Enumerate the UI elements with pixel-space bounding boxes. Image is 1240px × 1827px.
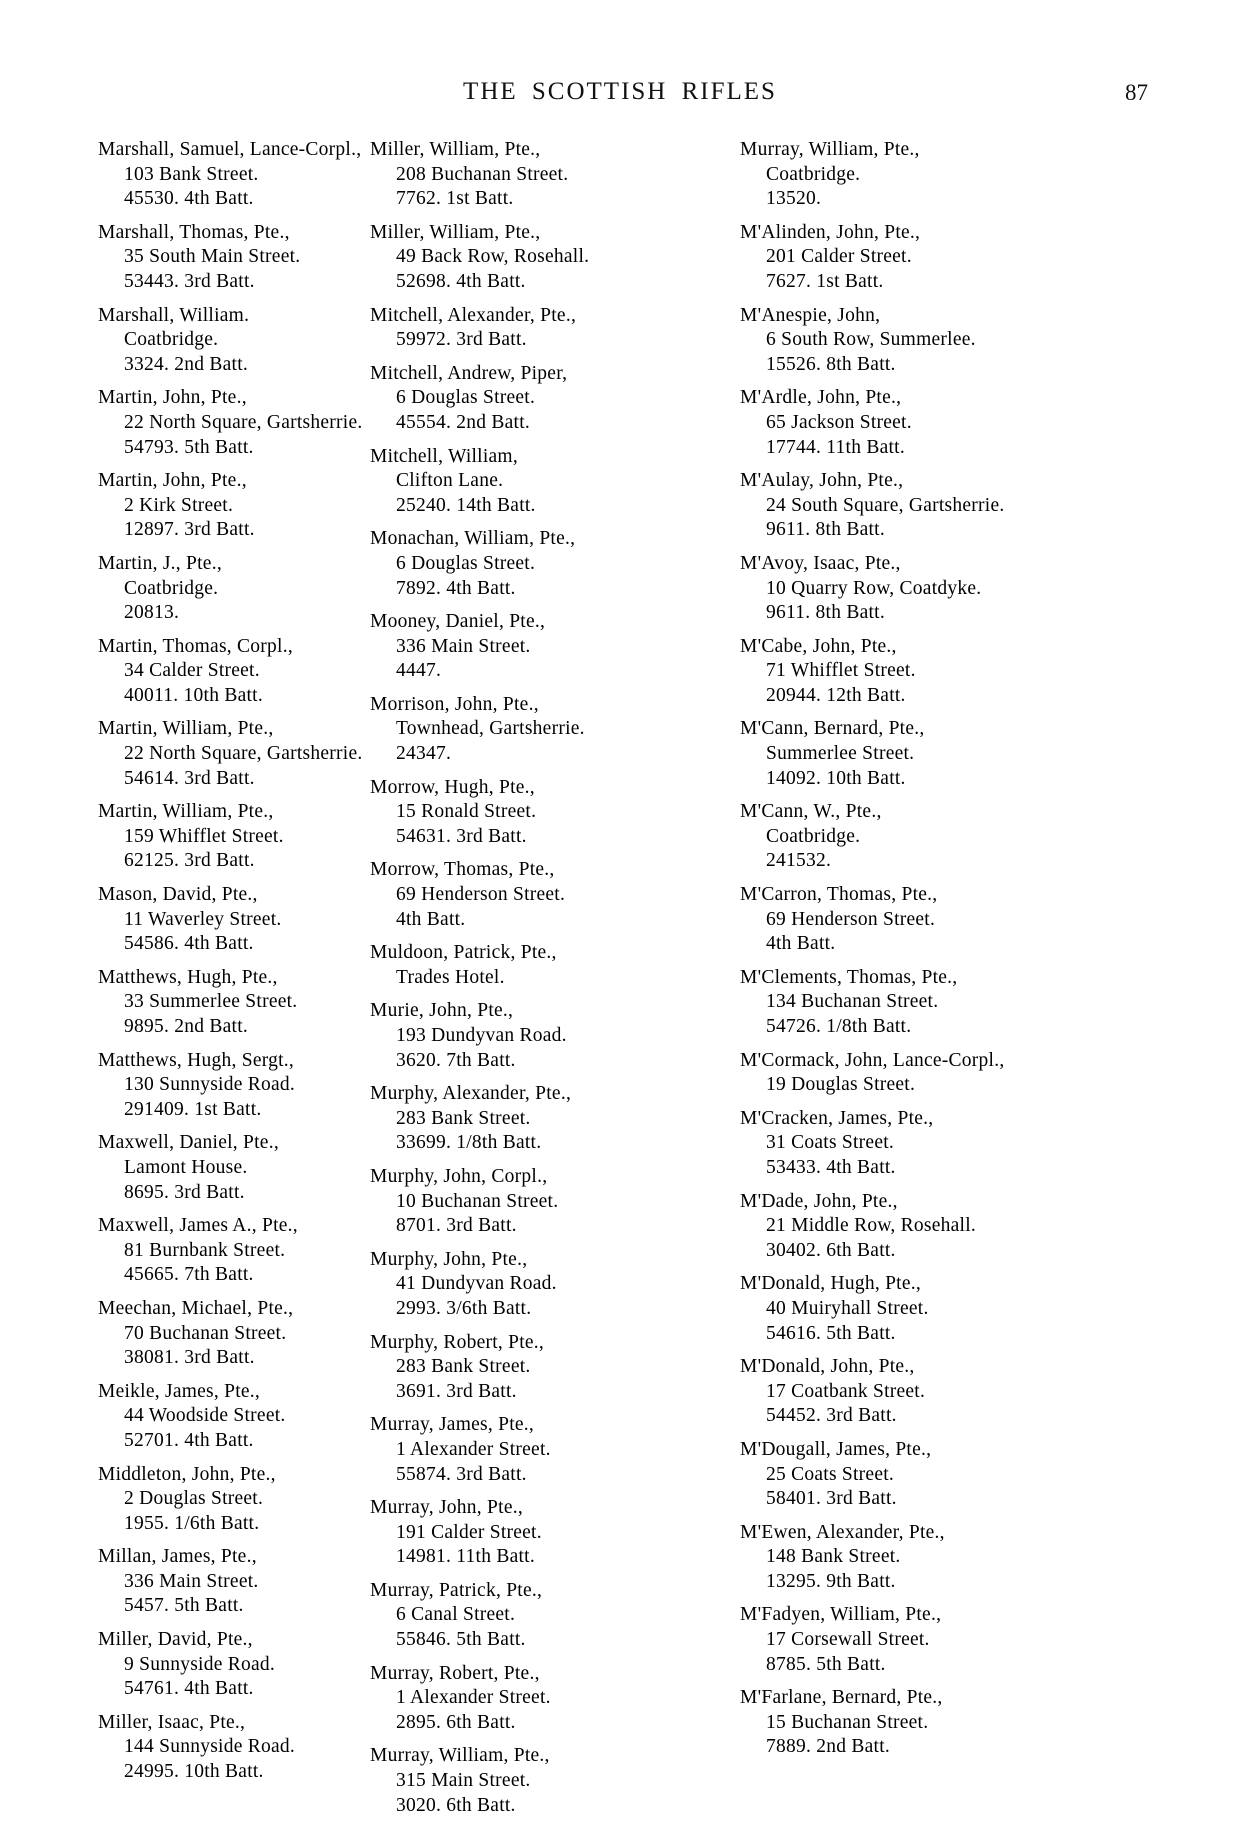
entry-name: M'Cabe, John, Pte., — [740, 635, 897, 657]
entry-service: 53433. 4th Batt. — [766, 1156, 896, 1178]
entry-address: 2 Kirk Street. — [124, 494, 234, 516]
entry-name: M'Alinden, John, Pte., — [740, 221, 921, 243]
entry-name: Murphy, Robert, Pte., — [370, 1331, 545, 1353]
column-middle — [370, 138, 740, 1827]
entry-name: Marshall, William. — [98, 304, 250, 326]
entry-service: 14092. 10th Batt. — [766, 767, 906, 789]
entry-name: Middleton, John, Pte., — [98, 1463, 276, 1485]
entry-address: 71 Whifflet Street. — [766, 660, 916, 682]
entry-address: 134 Buchanan Street. — [766, 991, 939, 1013]
entry-service: 3691. 3rd Batt. — [396, 1380, 517, 1402]
entry-name: M'Avoy, Isaac, Pte., — [740, 552, 901, 574]
roll-entry — [740, 304, 1160, 378]
entry-address: 148 Bank Street. — [766, 1546, 901, 1568]
roll-entry — [98, 1297, 370, 1371]
roll-entry — [370, 304, 740, 353]
entry-name: Miller, William, Pte., — [370, 221, 541, 243]
column-right — [740, 138, 1160, 1769]
roll-entry — [740, 1686, 1160, 1760]
entry-address: 41 Dundyvan Road. — [396, 1273, 557, 1295]
entry-address: 22 North Square, Gartsherrie. — [124, 411, 363, 433]
entry-name: Millan, James, Pte., — [98, 1546, 257, 1568]
entry-name: Martin, William, Pte., — [98, 801, 274, 823]
entry-address: 336 Main Street. — [396, 635, 531, 657]
roll-entry — [98, 469, 370, 543]
entry-service: 55846. 5th Batt. — [396, 1629, 526, 1651]
entry-name: Mitchell, Alexander, Pte., — [370, 304, 577, 326]
entry-address: 15 Ronald Street. — [396, 801, 537, 823]
roll-columns — [0, 138, 1240, 1827]
page-number: 87 — [1125, 80, 1148, 105]
roll-entry — [98, 1380, 370, 1454]
entry-name: Meikle, James, Pte., — [98, 1380, 261, 1402]
entry-address: 15 Buchanan Street. — [766, 1711, 929, 1733]
entry-service: 45665. 7th Batt. — [124, 1264, 254, 1286]
entry-name: Matthews, Hugh, Pte., — [98, 966, 278, 988]
roll-entry — [370, 941, 740, 990]
entry-address: 70 Buchanan Street. — [124, 1322, 287, 1344]
entry-service: 54616. 5th Batt. — [766, 1322, 896, 1344]
entry-service: 4447. — [396, 660, 442, 682]
entry-address: 49 Back Row, Rosehall. — [396, 246, 590, 268]
roll-entry — [740, 138, 1160, 212]
entry-service: 58401. 3rd Batt. — [766, 1488, 897, 1510]
entry-address: Summerlee Street. — [766, 743, 915, 765]
roll-entry — [370, 1331, 740, 1405]
entry-address: 11 Waverley Street. — [124, 908, 282, 930]
entry-address: 65 Jackson Street. — [766, 411, 912, 433]
roll-entry — [370, 610, 740, 684]
entry-name: Meechan, Michael, Pte., — [98, 1297, 294, 1319]
entry-address: 283 Bank Street. — [396, 1107, 531, 1129]
entry-address: 17 Corsewall Street. — [766, 1629, 930, 1651]
roll-entry — [740, 635, 1160, 709]
entry-service: 54726. 1/8th Batt. — [766, 1016, 912, 1037]
roll-entry — [370, 1248, 740, 1322]
entry-service: 8695. 3rd Batt. — [124, 1181, 245, 1203]
entry-service: 2895. 6th Batt. — [396, 1711, 516, 1733]
entry-service: 24347. — [396, 743, 452, 765]
entry-name: Mitchell, Andrew, Piper, — [370, 362, 568, 384]
entry-service: 4th Batt. — [766, 933, 836, 955]
roll-entry — [740, 1049, 1160, 1098]
entry-name: M'Dougall, James, Pte., — [740, 1438, 932, 1460]
entry-service: 8785. 5th Batt. — [766, 1653, 886, 1675]
entry-address: 24 South Square, Gartsherrie. — [766, 494, 1005, 516]
entry-address: 1 Alexander Street. — [396, 1687, 551, 1709]
entry-service: 55874. 3rd Batt. — [396, 1463, 527, 1485]
entry-address: 33 Summerlee Street. — [124, 991, 298, 1013]
entry-name: Martin, William, Pte., — [98, 718, 274, 740]
entry-name: M'Ardle, John, Pte., — [740, 387, 902, 409]
entry-address: 201 Calder Street. — [766, 246, 912, 268]
entry-name: M'Anespie, John, — [740, 304, 881, 326]
roll-entry — [370, 1662, 740, 1736]
entry-name: Murray, John, Pte., — [370, 1497, 523, 1519]
entry-service: 17744. 11th Batt. — [766, 436, 905, 458]
entry-address: 336 Main Street. — [124, 1570, 259, 1592]
entry-name: M'Ewen, Alexander, Pte., — [740, 1521, 945, 1543]
entry-name: Mason, David, Pte., — [98, 884, 258, 906]
roll-entry — [740, 1521, 1160, 1595]
entry-name: M'Clements, Thomas, Pte., — [740, 966, 958, 988]
entry-name: Morrison, John, Pte., — [370, 693, 539, 715]
entry-service: 53443. 3rd Batt. — [124, 270, 255, 292]
entry-address: 19 Douglas Street. — [766, 1074, 916, 1096]
entry-name: M'Donald, John, Pte., — [740, 1356, 915, 1378]
roll-entry — [370, 1165, 740, 1239]
roll-entry — [98, 717, 370, 791]
entry-service: 9895. 2nd Batt. — [124, 1016, 248, 1037]
roll-entry — [370, 1082, 740, 1156]
entry-address: 159 Whifflet Street. — [124, 825, 284, 847]
entry-service: 2993. 3/6th Batt. — [396, 1297, 532, 1319]
entry-name: M'Aulay, John, Pte., — [740, 470, 904, 492]
entry-service: 52701. 4th Batt. — [124, 1429, 254, 1451]
entry-name: M'Cann, W., Pte., — [740, 801, 882, 823]
entry-address: 22 North Square, Gartsherrie. — [124, 743, 363, 765]
entry-address: 25 Coats Street. — [766, 1463, 895, 1485]
entry-address: 59972. 3rd Batt. — [396, 329, 527, 351]
entry-service: 13295. 9th Batt. — [766, 1570, 896, 1592]
entry-address: 10 Quarry Row, Coatdyke. — [766, 577, 982, 599]
entry-name: Murie, John, Pte., — [370, 1000, 514, 1022]
roll-entry — [370, 445, 740, 519]
roll-entry — [740, 386, 1160, 460]
entry-name: M'Donald, Hugh, Pte., — [740, 1273, 922, 1295]
roll-entry — [98, 883, 370, 957]
entry-service: 8701. 3rd Batt. — [396, 1215, 517, 1237]
entry-address: Coatbridge. — [124, 577, 219, 599]
roll-entry — [740, 469, 1160, 543]
roll-entry — [370, 138, 740, 212]
roll-entry — [740, 221, 1160, 295]
entry-name: M'Cormack, John, Lance-Corpl., — [740, 1049, 1005, 1071]
roll-entry — [98, 800, 370, 874]
roll-entry — [98, 1049, 370, 1123]
entry-address: Coatbridge. — [766, 163, 861, 185]
entry-service: 54761. 4th Batt. — [124, 1678, 254, 1700]
roll-entry — [370, 776, 740, 850]
entry-address: Coatbridge. — [766, 825, 861, 847]
entry-address: 44 Woodside Street. — [124, 1405, 286, 1427]
entry-address: 10 Buchanan Street. — [396, 1190, 559, 1212]
entry-name: Murray, William, Pte., — [740, 139, 920, 160]
entry-service: 45530. 4th Batt. — [124, 188, 254, 210]
entry-service: 20944. 12th Batt. — [766, 684, 906, 706]
entry-service: 38081. 3rd Batt. — [124, 1347, 255, 1369]
entry-service: 54586. 4th Batt. — [124, 933, 254, 955]
entry-name: Murray, William, Pte., — [370, 1745, 550, 1767]
entry-address: 17 Coatbank Street. — [766, 1380, 926, 1402]
roll-entry — [370, 362, 740, 436]
entry-address: 144 Sunnyside Road. — [124, 1736, 296, 1758]
roll-entry — [370, 221, 740, 295]
entry-service: 12897. 3rd Batt. — [124, 519, 255, 541]
roll-entry — [98, 138, 370, 212]
roll-entry — [740, 883, 1160, 957]
entry-service: 54614. 3rd Batt. — [124, 767, 255, 789]
roll-entry — [740, 1603, 1160, 1677]
entry-name: M'Farlane, Bernard, Pte., — [740, 1687, 943, 1709]
entry-address: Trades Hotel. — [396, 966, 505, 988]
entry-address: 2 Douglas Street. — [124, 1488, 264, 1510]
entry-name: Murphy, John, Corpl., — [370, 1165, 548, 1187]
entry-name: Monachan, William, Pte., — [370, 528, 576, 550]
entry-service: 45554. 2nd Batt. — [396, 411, 530, 433]
entry-address: Lamont House. — [124, 1156, 248, 1178]
roll-entry — [370, 1496, 740, 1570]
entry-name: Murray, Robert, Pte., — [370, 1662, 540, 1684]
entry-address: 69 Henderson Street. — [766, 908, 936, 930]
entry-service: 15526. 8th Batt. — [766, 353, 896, 375]
entry-address: 69 Henderson Street. — [396, 884, 566, 906]
entry-address: 31 Coats Street. — [766, 1132, 895, 1154]
entry-name: Martin, John, Pte., — [98, 470, 247, 492]
roll-entry — [98, 1214, 370, 1288]
entry-name: Matthews, Hugh, Sergt., — [98, 1049, 295, 1071]
entry-service: 3020. 6th Batt. — [396, 1794, 516, 1816]
roll-entry — [370, 858, 740, 932]
entry-name: M'Carron, Thomas, Pte., — [740, 884, 938, 906]
entry-name: Muldoon, Patrick, Pte., — [370, 942, 557, 964]
entry-address: 130 Sunnyside Road. — [124, 1074, 296, 1096]
entry-address: 193 Dundyvan Road. — [396, 1025, 567, 1046]
roll-entry — [98, 552, 370, 626]
entry-service: 241532. — [766, 850, 832, 872]
entry-service: 7889. 2nd Batt. — [766, 1736, 890, 1758]
entry-name: Marshall, Samuel, Lance-Corpl., — [98, 139, 362, 160]
roll-entry — [98, 386, 370, 460]
entry-address: Coatbridge. — [124, 329, 219, 351]
entry-address: 35 South Main Street. — [124, 246, 301, 268]
entry-service: 25240. 14th Batt. — [396, 494, 536, 516]
entry-name: Maxwell, James A., Pte., — [98, 1215, 298, 1237]
roll-entry — [740, 800, 1160, 874]
roll-entry — [98, 221, 370, 295]
roll-entry — [740, 1438, 1160, 1512]
entry-address: Clifton Lane. — [396, 470, 504, 492]
entry-name: Marshall, Thomas, Pte., — [98, 221, 290, 243]
roll-entry — [740, 1355, 1160, 1429]
entry-service: 9611. 8th Batt. — [766, 602, 885, 624]
roll-entry — [740, 1190, 1160, 1264]
roll-entry — [370, 1413, 740, 1487]
roll-entry — [740, 552, 1160, 626]
entry-service: 40011. 10th Batt. — [124, 684, 263, 706]
entry-service: 20813. — [124, 602, 180, 624]
roll-entry — [98, 1628, 370, 1702]
entry-service: 33699. 1/8th Batt. — [396, 1132, 542, 1154]
roll-entry — [740, 1272, 1160, 1346]
entry-name: M'Cracken, James, Pte., — [740, 1107, 934, 1129]
entry-name: Miller, Isaac, Pte., — [98, 1711, 246, 1733]
entry-address: 6 South Row, Summerlee. — [766, 329, 976, 351]
roll-entry — [98, 635, 370, 709]
entry-name: Mooney, Daniel, Pte., — [370, 611, 546, 633]
entry-name: Martin, John, Pte., — [98, 387, 247, 409]
entry-address: 208 Buchanan Street. — [396, 163, 569, 185]
entry-name: Murray, James, Pte., — [370, 1414, 535, 1436]
entry-address: 40 Muiryhall Street. — [766, 1297, 929, 1319]
entry-address: 81 Burnbank Street. — [124, 1239, 286, 1261]
entry-name: M'Dade, John, Pte., — [740, 1190, 898, 1212]
entry-service: 54793. 5th Batt. — [124, 436, 254, 458]
entry-name: Mitchell, William, — [370, 445, 518, 467]
entry-service: 3620. 7th Batt. — [396, 1049, 516, 1071]
roll-entry — [370, 1579, 740, 1653]
roll-entry — [370, 693, 740, 767]
running-head-title: THE SCOTTISH RIFLES — [463, 78, 777, 105]
entry-service: 7892. 4th Batt. — [396, 577, 516, 599]
entry-address: 191 Calder Street. — [396, 1521, 542, 1543]
entry-name: Martin, J., Pte., — [98, 552, 222, 574]
entry-service: 4th Batt. — [396, 908, 466, 930]
roll-entry — [740, 717, 1160, 791]
roll-entry — [740, 1107, 1160, 1181]
roll-entry — [98, 966, 370, 1040]
entry-name: Maxwell, Daniel, Pte., — [98, 1132, 279, 1154]
entry-service: 14981. 11th Batt. — [396, 1546, 535, 1568]
entry-address: 1 Alexander Street. — [396, 1438, 551, 1460]
entry-name: Miller, David, Pte., — [98, 1629, 253, 1651]
entry-address: 315 Main Street. — [396, 1770, 531, 1792]
entry-service: 7627. 1st Batt. — [766, 270, 884, 292]
roll-entry — [98, 1545, 370, 1619]
entry-service: 13520. — [766, 188, 822, 210]
entry-name: Miller, William, Pte., — [370, 139, 541, 160]
entry-address: 9 Sunnyside Road. — [124, 1653, 276, 1675]
entry-service: 62125. 3rd Batt. — [124, 850, 255, 872]
roll-entry — [370, 527, 740, 601]
column-left — [0, 138, 370, 1794]
entry-address: 34 Calder Street. — [124, 660, 260, 682]
entry-service: 54452. 3rd Batt. — [766, 1405, 897, 1427]
roll-entry — [370, 1744, 740, 1818]
entry-name: Murphy, Alexander, Pte., — [370, 1083, 572, 1105]
entry-address: 6 Canal Street. — [396, 1604, 516, 1626]
entry-name: Morrow, Hugh, Pte., — [370, 776, 535, 798]
entry-name: Murray, Patrick, Pte., — [370, 1579, 543, 1601]
roll-entry — [98, 1463, 370, 1537]
entry-service: 5457. 5th Batt. — [124, 1595, 244, 1617]
entry-address: 6 Douglas Street. — [396, 552, 536, 574]
entry-service: 30402. 6th Batt. — [766, 1239, 896, 1261]
entry-name: Martin, Thomas, Corpl., — [98, 635, 293, 657]
roll-entry — [98, 1131, 370, 1205]
entry-service: 24995. 10th Batt. — [124, 1761, 264, 1783]
entry-address: 6 Douglas Street. — [396, 387, 536, 409]
entry-address: 283 Bank Street. — [396, 1356, 531, 1378]
entry-name: M'Cann, Bernard, Pte., — [740, 718, 925, 740]
entry-name: Murphy, John, Pte., — [370, 1248, 528, 1270]
roll-entry — [370, 999, 740, 1073]
roll-entry — [98, 1711, 370, 1785]
page-header — [0, 78, 1240, 112]
entry-service: 7762. 1st Batt. — [396, 188, 514, 210]
entry-service: 9611. 8th Batt. — [766, 519, 885, 541]
entry-address: 103 Bank Street. — [124, 163, 259, 185]
entry-service: 291409. 1st Batt. — [124, 1098, 262, 1120]
entry-address: 21 Middle Row, Rosehall. — [766, 1215, 977, 1237]
roll-entry — [98, 304, 370, 378]
entry-service: 54631. 3rd Batt. — [396, 825, 527, 847]
entry-address: Townhead, Gartsherrie. — [396, 718, 585, 740]
entry-name: Morrow, Thomas, Pte., — [370, 859, 555, 881]
entry-service: 52698. 4th Batt. — [396, 270, 526, 292]
entry-name: M'Fadyen, William, Pte., — [740, 1604, 942, 1626]
roll-entry — [740, 966, 1160, 1040]
entry-service: 3324. 2nd Batt. — [124, 353, 248, 375]
entry-service: 1955. 1/6th Batt. — [124, 1512, 260, 1534]
